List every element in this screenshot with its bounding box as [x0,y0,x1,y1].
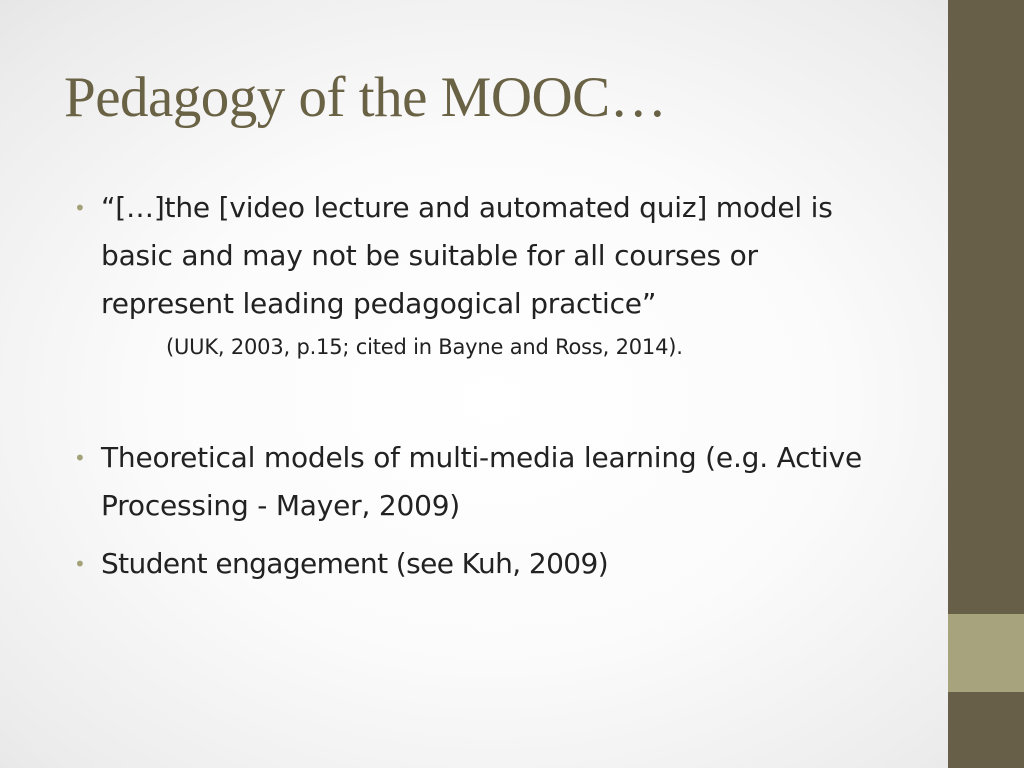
bullet-dot-icon: • [74,552,86,576]
bullet-text: Theoretical models of multi-media learning (e.g. Active Processing - Mayer, 2009) [101,441,863,522]
slide-title: Pedagogy of the MOOC… [64,66,667,129]
bullet-dot-icon: • [74,446,86,470]
quote-citation: (UUK, 2003, p.15; cited in Bayne and Ross, 2014). [166,335,683,359]
sidebar-accent-block [948,614,1024,692]
bullet-list [74,184,904,588]
bullet-item-quote [74,184,871,364]
bullet-dot-icon: • [74,196,86,220]
quote-text: “[…]the [video lecture and automated quiz] model is basic and may not be suitable for all courses or represent leading pedagogical practice” [101,191,833,320]
bullet-item-student-engagement [74,540,904,588]
bullet-text: Student engagement (see Kuh, 2009) [101,547,609,580]
bullet-item-theoretical-models [74,434,921,530]
